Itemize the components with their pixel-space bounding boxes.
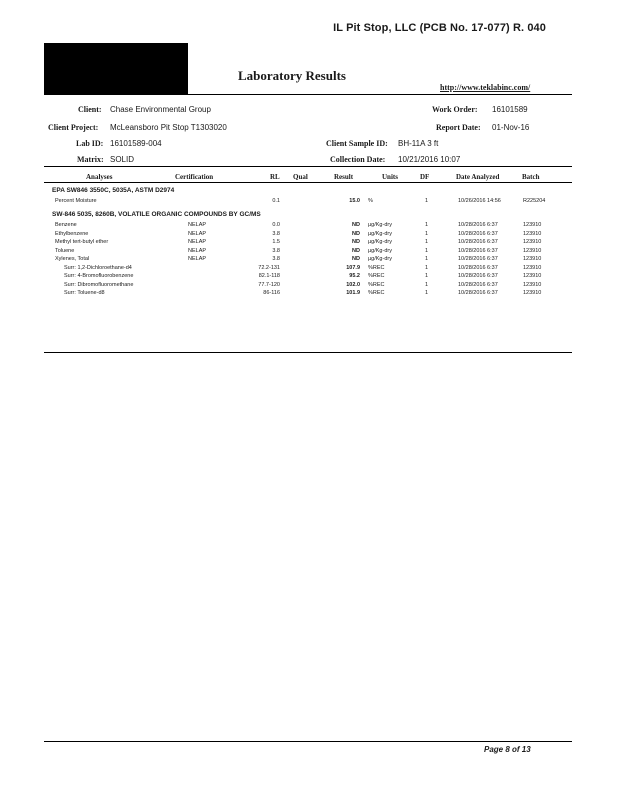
lab-id-value: 16101589-004 <box>110 139 162 148</box>
batch-cell: 123910 <box>523 290 542 296</box>
date-analyzed-cell: 10/28/2016 6:37 <box>458 256 498 262</box>
analyte-cell: Percent Moisture <box>55 198 97 204</box>
col-analyses: Analyses <box>86 173 113 181</box>
lab-id-label: Lab ID: <box>76 139 104 148</box>
lab-website-link[interactable]: http://www.teklabinc.com/ <box>440 83 531 92</box>
df-cell: 1 <box>425 198 429 204</box>
df-cell: 1 <box>425 281 429 288</box>
analyte-cell: Surr: Toluene-d8 <box>64 290 105 296</box>
df-cell: 1 <box>425 230 429 237</box>
table-row <box>0 198 618 208</box>
date-analyzed-cell: 10/26/2016 14:56 <box>458 198 501 204</box>
col-date-analyzed: Date Analyzed <box>456 173 500 181</box>
df-cell: 1 <box>425 247 429 254</box>
page-number: Page 8 of 13 <box>484 745 531 754</box>
certification-cell: NELAP <box>188 230 207 237</box>
units-cell: %REC <box>368 264 385 271</box>
work-order-label: Work Order: <box>432 105 478 114</box>
report-date-label: Report Date: <box>436 123 481 132</box>
units-cell: %REC <box>368 290 385 296</box>
report-date-value: 01-Nov-16 <box>492 123 530 132</box>
result-cell: ND <box>352 230 360 237</box>
units-cell: µg/Kg-dry <box>368 247 392 254</box>
result-cell: 95.2 <box>349 273 360 279</box>
date-analyzed-cell: 10/28/2016 6:37 <box>458 281 498 288</box>
analyte-cell: Surr: 1,2-Dichloroethane-d4 <box>64 264 132 271</box>
client-label: Client: <box>78 105 102 114</box>
facility-header: IL Pit Stop, LLC (PCB No. 17-077) R. 040 <box>333 22 546 34</box>
units-cell: % <box>368 198 373 204</box>
units-cell: %REC <box>368 281 385 288</box>
certification-cell: NELAP <box>188 222 207 228</box>
col-result: Result <box>334 173 354 181</box>
units-cell: µg/Kg-dry <box>368 256 392 262</box>
df-cell: 1 <box>425 222 429 228</box>
batch-cell: 123910 <box>523 281 542 288</box>
rl-cell: 82.1-118 <box>258 273 280 279</box>
certification-cell: NELAP <box>188 239 207 245</box>
result-cell: ND <box>352 222 360 228</box>
date-analyzed-cell: 10/28/2016 6:37 <box>458 247 498 254</box>
col-qual: Qual <box>293 173 308 181</box>
batch-cell: 123910 <box>523 222 542 228</box>
table-top-rule <box>44 166 572 167</box>
rl-cell: 72.2-131 <box>258 264 280 271</box>
certification-cell: NELAP <box>188 256 207 262</box>
rl-cell: 3.8 <box>272 247 280 254</box>
result-cell: 107.9 <box>346 264 360 271</box>
analyte-cell: Surr: Dibromofluoromethane <box>64 281 134 288</box>
client-sample-id-value: BH-11A 3 ft <box>398 139 439 148</box>
rl-cell: 1.5 <box>272 239 280 245</box>
result-cell: ND <box>352 247 360 254</box>
df-cell: 1 <box>425 273 429 279</box>
df-cell: 1 <box>425 290 429 296</box>
analyte-cell: Ethylbenzene <box>55 230 89 237</box>
batch-cell: 123910 <box>523 247 542 254</box>
rl-cell: 3.8 <box>272 230 280 237</box>
result-cell: 15.0 <box>349 198 360 204</box>
rl-cell: 0.1 <box>272 198 280 204</box>
result-cell: ND <box>352 239 360 245</box>
date-analyzed-cell: 10/28/2016 6:37 <box>458 290 498 296</box>
work-order-value: 16101589 <box>492 105 528 114</box>
df-cell: 1 <box>425 264 429 271</box>
matrix-label: Matrix: <box>77 155 104 164</box>
result-cell: 102.0 <box>346 281 360 288</box>
units-cell: µg/Kg-dry <box>368 230 392 237</box>
units-cell: %REC <box>368 273 385 279</box>
batch-cell: 123910 <box>523 230 542 237</box>
result-cell: 101.9 <box>346 290 360 296</box>
col-units: Units <box>382 173 398 181</box>
col-df: DF <box>420 173 430 181</box>
df-cell: 1 <box>425 239 429 245</box>
rl-cell: 0.0 <box>272 222 280 228</box>
matrix-value: SOLID <box>110 155 135 164</box>
batch-cell: R225204 <box>523 198 546 204</box>
batch-cell: 123910 <box>523 256 542 262</box>
analyte-cell: Surr: 4-Bromofluorobenzene <box>64 273 134 279</box>
analyte-cell: Methyl tert-butyl ether <box>55 239 109 245</box>
table-end-rule <box>44 352 572 353</box>
analyte-cell: Xylenes, Total <box>55 256 90 262</box>
header-divider <box>44 94 572 95</box>
footer-rule <box>44 741 572 742</box>
date-analyzed-cell: 10/28/2016 6:37 <box>458 273 498 279</box>
col-batch: Batch <box>522 173 540 181</box>
date-analyzed-cell: 10/28/2016 6:37 <box>458 239 498 245</box>
date-analyzed-cell: 10/28/2016 6:37 <box>458 230 498 237</box>
rl-cell: 3.8 <box>272 256 280 262</box>
units-cell: µg/Kg-dry <box>368 239 392 245</box>
batch-cell: 123910 <box>523 239 542 245</box>
client-sample-id-label: Client Sample ID: <box>326 139 388 148</box>
units-cell: µg/Kg-dry <box>368 222 392 228</box>
section-heading: EPA SW846 3550C, 5035A, ASTM D2974 <box>52 187 175 194</box>
batch-cell: 123910 <box>523 273 542 279</box>
client-project-value: McLeansboro Pit Stop T1303020 <box>110 123 227 132</box>
section-heading: SW-846 5035, 8260B, VOLATILE ORGANIC COMPOUNDS BY GC/MS <box>52 211 261 218</box>
table-row <box>0 290 618 300</box>
result-cell: ND <box>352 256 360 262</box>
analyte-cell: Toluene <box>55 247 75 254</box>
rl-cell: 77.7-120 <box>258 281 280 288</box>
df-cell: 1 <box>425 256 429 262</box>
header-bottom-rule <box>44 182 572 183</box>
client-project-label: Client Project: <box>48 123 99 132</box>
client-value: Chase Environmental Group <box>110 105 211 114</box>
rl-cell: 86-116 <box>263 290 280 296</box>
date-analyzed-cell: 10/28/2016 6:37 <box>458 222 498 228</box>
batch-cell: 123910 <box>523 264 542 271</box>
analyte-cell: Benzene <box>55 222 77 228</box>
col-certification: Certification <box>175 173 214 181</box>
redacted-logo-block <box>44 43 188 95</box>
collection-date-value: 10/21/2016 10:07 <box>398 155 461 164</box>
certification-cell: NELAP <box>188 247 207 254</box>
col-rl: RL <box>270 173 280 181</box>
date-analyzed-cell: 10/28/2016 6:37 <box>458 264 498 271</box>
collection-date-label: Collection Date: <box>330 155 386 164</box>
page-title: Laboratory Results <box>238 68 346 83</box>
